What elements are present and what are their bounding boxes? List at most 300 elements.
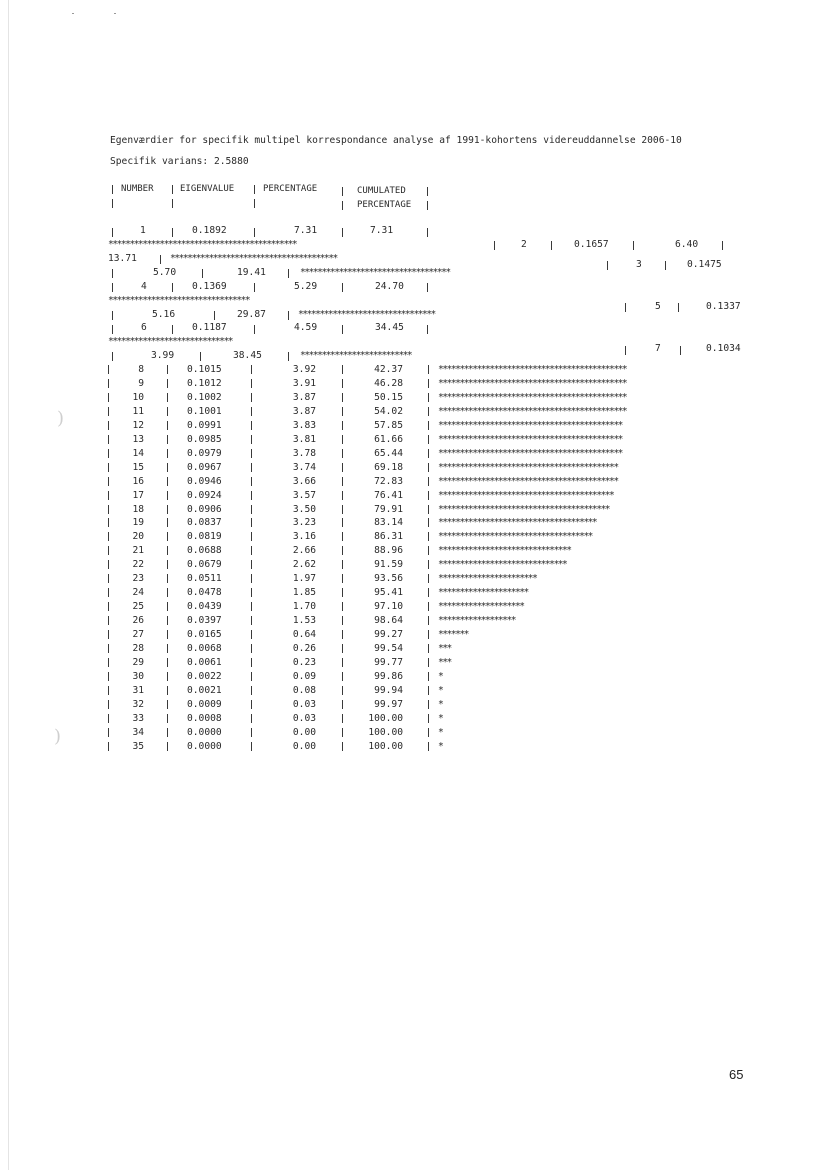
row-bar-chart: **************************************** [438, 504, 610, 515]
column-rule [108, 728, 109, 737]
row-cumulated: 50.15 [374, 392, 403, 403]
column-rule [342, 435, 343, 444]
row-cumulated: 79.91 [374, 504, 403, 515]
column-rule [428, 532, 429, 541]
row-bar-chart: *************************************** [170, 253, 337, 264]
row-cumulated: 72.83 [374, 476, 403, 487]
row-cumulated: 100.00 [368, 741, 403, 752]
row-eigenvalue: 0.0679 [187, 559, 222, 570]
row-bar-chart: ******************** [438, 601, 524, 612]
row-cumulated: 76.41 [374, 490, 403, 501]
column-rule [251, 588, 252, 597]
row-percentage: 0.08 [292, 685, 316, 696]
row-number: 7 [655, 343, 661, 354]
row-number: 4 [141, 281, 147, 292]
column-rule [251, 672, 252, 681]
row-percentage: 3.66 [292, 476, 316, 487]
row-number: 33 [132, 713, 144, 724]
column-rule [108, 686, 109, 695]
column-rule [167, 672, 168, 681]
row-cumulated: 99.27 [374, 629, 403, 640]
row-percentage: 3.57 [292, 490, 316, 501]
row-cumulated: 61.66 [374, 434, 403, 445]
row-bar-chart: ****************************************** [438, 462, 618, 473]
row-cumulated: 38.45 [233, 350, 262, 361]
column-rule [427, 201, 428, 210]
row-bar-chart: ******************************************** [438, 406, 627, 417]
row-percentage: 1.85 [292, 587, 316, 598]
column-rule [167, 602, 168, 611]
column-rule [108, 560, 109, 569]
column-rule [251, 560, 252, 569]
column-rule [251, 518, 252, 527]
column-rule [108, 463, 109, 472]
row-percentage: 0.00 [292, 741, 316, 752]
row-percentage: 0.23 [292, 657, 316, 668]
column-rule [428, 686, 429, 695]
row-cumulated: 86.31 [374, 531, 403, 542]
column-rule [251, 463, 252, 472]
column-rule [108, 477, 109, 486]
row-percentage: 3.92 [292, 364, 316, 375]
column-rule [251, 421, 252, 430]
row-percentage: 5.16 [152, 309, 176, 320]
column-rule [342, 742, 343, 751]
row-bar-chart: ******* [438, 629, 468, 640]
row-percentage: 0.03 [292, 713, 316, 724]
column-rule [342, 393, 343, 402]
row-cumulated: 57.85 [374, 420, 403, 431]
row-number: 13 [132, 434, 144, 445]
row-number: 29 [132, 657, 144, 668]
row-percentage: 2.66 [292, 545, 316, 556]
column-rule [342, 187, 343, 196]
column-rule [342, 532, 343, 541]
column-rule [342, 686, 343, 695]
column-rule [428, 477, 429, 486]
row-number: 24 [132, 587, 144, 598]
row-cumulated: 19.41 [237, 267, 266, 278]
column-rule [251, 686, 252, 695]
column-rule [251, 449, 252, 458]
column-rule [108, 407, 109, 416]
column-rule [251, 546, 252, 555]
row-number: 5 [655, 301, 661, 312]
row-percentage: 7.31 [294, 225, 318, 236]
row-eigenvalue: 0.0478 [187, 587, 222, 598]
column-rule [172, 325, 173, 334]
column-rule [665, 261, 666, 270]
column-rule [251, 505, 252, 514]
row-bar-chart: ********************************* [108, 295, 250, 306]
row-cumulated: 100.00 [368, 727, 403, 738]
row-bar-chart: ************************************* [438, 517, 597, 528]
column-rule [112, 311, 113, 320]
column-rule [428, 602, 429, 611]
row-percentage: 5.29 [294, 281, 318, 292]
column-rule [172, 228, 173, 237]
row-cumulated: 69.18 [374, 462, 403, 473]
column-rule [251, 728, 252, 737]
column-rule [342, 325, 343, 334]
column-rule [342, 505, 343, 514]
row-cumulated: 95.41 [374, 587, 403, 598]
row-cumulated: 100.00 [368, 713, 403, 724]
column-rule [428, 463, 429, 472]
row-number: 30 [132, 671, 144, 682]
row-bar-chart: ******************************************** [438, 364, 627, 375]
column-rule [172, 283, 173, 292]
column-rule [428, 407, 429, 416]
row-eigenvalue: 0.0906 [187, 504, 222, 515]
scan-speck [72, 13, 74, 14]
row-eigenvalue: 0.1657 [574, 239, 609, 250]
row-number: 1 [140, 225, 146, 236]
row-percentage: 6.40 [675, 239, 699, 250]
row-number: 35 [132, 741, 144, 752]
row-number: 14 [132, 448, 144, 459]
header-cumulated: CUMULATED [357, 186, 406, 196]
row-bar-chart: ******************************************** [438, 378, 627, 389]
column-rule [342, 644, 343, 653]
column-rule [108, 574, 109, 583]
column-rule [167, 616, 168, 625]
row-number: 22 [132, 559, 144, 570]
row-eigenvalue: 0.0000 [187, 727, 222, 738]
header-eigenvalue: EIGENVALUE [180, 184, 235, 194]
column-rule [625, 346, 626, 355]
row-bar-chart: *********************** [438, 573, 537, 584]
row-percentage: 3.16 [292, 531, 316, 542]
column-rule [112, 269, 113, 278]
row-percentage: 3.91 [292, 378, 316, 389]
row-percentage: 0.03 [292, 699, 316, 710]
column-rule [167, 630, 168, 639]
column-rule [251, 491, 252, 500]
column-rule [427, 325, 428, 334]
column-rule [251, 435, 252, 444]
column-rule [342, 463, 343, 472]
row-bar-chart: ******************************* [438, 545, 571, 556]
row-cumulated: 97.10 [374, 601, 403, 612]
column-rule [428, 505, 429, 514]
row-percentage: 3.23 [292, 517, 316, 528]
column-rule [342, 700, 343, 709]
column-rule [342, 477, 343, 486]
row-cumulated: 93.56 [374, 573, 403, 584]
row-number: 16 [132, 476, 144, 487]
column-rule [428, 518, 429, 527]
row-number: 10 [132, 392, 144, 403]
row-number: 11 [132, 406, 144, 417]
row-number: 18 [132, 504, 144, 515]
column-rule [428, 491, 429, 500]
column-rule [167, 714, 168, 723]
column-rule [167, 644, 168, 653]
row-percentage: 0.00 [292, 727, 316, 738]
column-rule [428, 393, 429, 402]
row-bar-chart: ******************************************* [438, 420, 622, 431]
column-rule [108, 588, 109, 597]
row-bar-chart: ***************************** [108, 336, 233, 347]
column-rule [251, 616, 252, 625]
row-eigenvalue: 0.0008 [187, 713, 222, 724]
column-rule [625, 303, 626, 312]
row-cumulated: 99.94 [374, 685, 403, 696]
column-rule [112, 325, 113, 334]
column-rule [251, 644, 252, 653]
header-number: NUMBER [121, 184, 154, 194]
column-rule [342, 672, 343, 681]
row-bar-chart: *** [438, 643, 451, 654]
column-rule [342, 283, 343, 292]
row-number: 31 [132, 685, 144, 696]
row-eigenvalue: 0.0165 [187, 629, 222, 640]
column-rule [251, 742, 252, 751]
row-bar-chart: ************************************ [438, 531, 592, 542]
column-rule [288, 311, 289, 320]
row-eigenvalue: 0.0022 [187, 671, 222, 682]
row-percentage: 3.99 [151, 350, 175, 361]
column-rule [167, 658, 168, 667]
column-rule [251, 407, 252, 416]
column-rule [251, 700, 252, 709]
row-bar-chart: ****************************** [438, 559, 567, 570]
row-cumulated: 24.70 [375, 281, 404, 292]
page-number: 65 [729, 1067, 744, 1082]
column-rule [167, 700, 168, 709]
column-rule [427, 228, 428, 237]
scan-speck [114, 13, 116, 14]
column-rule [112, 228, 113, 237]
row-cumulated: 13.71 [108, 253, 137, 264]
column-rule [108, 518, 109, 527]
column-rule [428, 714, 429, 723]
column-rule [254, 283, 255, 292]
column-rule [108, 672, 109, 681]
column-rule [167, 407, 168, 416]
row-number: 9 [138, 378, 144, 389]
column-rule [108, 421, 109, 430]
column-rule [167, 421, 168, 430]
column-rule [551, 241, 552, 250]
row-eigenvalue: 0.1002 [187, 392, 222, 403]
column-rule [342, 449, 343, 458]
row-cumulated: 91.59 [374, 559, 403, 570]
column-rule [108, 379, 109, 388]
column-rule [428, 546, 429, 555]
column-rule [108, 630, 109, 639]
column-rule [108, 714, 109, 723]
column-rule [167, 518, 168, 527]
column-rule [108, 435, 109, 444]
column-rule [428, 588, 429, 597]
row-bar-chart: *** [438, 657, 451, 668]
column-rule [251, 532, 252, 541]
column-rule [108, 505, 109, 514]
column-rule [108, 742, 109, 751]
column-rule [494, 241, 495, 250]
column-rule [342, 421, 343, 430]
row-percentage: 0.09 [292, 671, 316, 682]
row-eigenvalue: 0.0688 [187, 545, 222, 556]
row-percentage: 3.87 [292, 392, 316, 403]
row-percentage: 1.97 [292, 573, 316, 584]
row-cumulated: 99.54 [374, 643, 403, 654]
column-rule [342, 616, 343, 625]
row-cumulated: 99.97 [374, 699, 403, 710]
row-eigenvalue: 0.0397 [187, 615, 222, 626]
column-rule [428, 574, 429, 583]
row-number: 21 [132, 545, 144, 556]
column-rule [254, 199, 255, 208]
row-bar-chart: * [438, 741, 443, 752]
row-bar-chart: ****************************************** [438, 476, 618, 487]
column-rule [112, 283, 113, 292]
column-rule [251, 477, 252, 486]
row-cumulated: 42.37 [374, 364, 403, 375]
column-rule [112, 199, 113, 208]
column-rule [428, 658, 429, 667]
row-eigenvalue: 0.0061 [187, 657, 222, 668]
row-eigenvalue: 0.0991 [187, 420, 222, 431]
row-number: 25 [132, 601, 144, 612]
row-bar-chart: * [438, 727, 443, 738]
scan-left-edge [8, 0, 9, 1170]
column-rule [251, 714, 252, 723]
row-number: 3 [636, 259, 642, 270]
row-eigenvalue: 0.0439 [187, 601, 222, 612]
column-rule [342, 728, 343, 737]
column-rule [607, 261, 608, 270]
row-eigenvalue: 0.0985 [187, 434, 222, 445]
row-eigenvalue: 0.0924 [187, 490, 222, 501]
row-bar-chart: ******************************************* [438, 448, 622, 459]
row-percentage: 3.74 [292, 462, 316, 473]
column-rule [342, 201, 343, 210]
column-rule [428, 379, 429, 388]
column-rule [167, 435, 168, 444]
row-cumulated: 99.86 [374, 671, 403, 682]
row-eigenvalue: 0.0009 [187, 699, 222, 710]
row-eigenvalue: 0.1187 [192, 322, 227, 333]
row-bar-chart: ************************** [300, 350, 412, 361]
row-eigenvalue: 0.1034 [706, 343, 741, 354]
column-rule [172, 185, 173, 194]
row-eigenvalue: 0.0000 [187, 741, 222, 752]
column-rule [680, 346, 681, 355]
column-rule [167, 574, 168, 583]
column-rule [202, 269, 203, 278]
row-eigenvalue: 0.0946 [187, 476, 222, 487]
column-rule [112, 185, 113, 194]
row-number: 23 [132, 573, 144, 584]
column-rule [172, 199, 173, 208]
column-rule [108, 602, 109, 611]
row-cumulated: 34.45 [375, 322, 404, 333]
row-percentage: 5.70 [153, 267, 177, 278]
row-eigenvalue: 0.1012 [187, 378, 222, 389]
column-rule [108, 700, 109, 709]
row-bar-chart: ****************** [438, 615, 515, 626]
row-number: 19 [132, 517, 144, 528]
row-bar-chart: * [438, 699, 443, 710]
row-number: 20 [132, 531, 144, 542]
row-number: 12 [132, 420, 144, 431]
row-percentage: 3.81 [292, 434, 316, 445]
row-number: 15 [132, 462, 144, 473]
column-rule [251, 365, 252, 374]
row-cumulated: 88.96 [374, 545, 403, 556]
column-rule [254, 325, 255, 334]
column-rule [167, 742, 168, 751]
column-rule [167, 588, 168, 597]
row-cumulated: 98.64 [374, 615, 403, 626]
column-rule [428, 560, 429, 569]
row-eigenvalue: 0.1892 [192, 225, 227, 236]
row-number: 34 [132, 727, 144, 738]
column-rule [251, 658, 252, 667]
row-bar-chart: * [438, 685, 443, 696]
row-cumulated: 83.14 [374, 517, 403, 528]
row-number: 2 [521, 239, 527, 250]
row-bar-chart: ******************************************* [438, 434, 622, 445]
row-eigenvalue: 0.0979 [187, 448, 222, 459]
column-rule [288, 352, 289, 361]
column-rule [251, 574, 252, 583]
row-bar-chart: ******************************************** [108, 239, 297, 250]
column-rule [428, 449, 429, 458]
column-rule [167, 463, 168, 472]
column-rule [342, 714, 343, 723]
column-rule [251, 393, 252, 402]
column-rule [342, 546, 343, 555]
row-percentage: 0.26 [292, 643, 316, 654]
row-percentage: 4.59 [294, 322, 318, 333]
column-rule [342, 491, 343, 500]
row-percentage: 3.87 [292, 406, 316, 417]
scan-mark: ) [57, 408, 65, 429]
column-rule [108, 546, 109, 555]
column-rule [342, 379, 343, 388]
column-rule [428, 644, 429, 653]
column-rule [633, 241, 634, 250]
column-rule [167, 477, 168, 486]
column-rule [108, 532, 109, 541]
row-bar-chart: *********************************** [300, 267, 450, 278]
column-rule [254, 228, 255, 237]
column-rule [167, 728, 168, 737]
row-bar-chart: * [438, 713, 443, 724]
column-rule [251, 379, 252, 388]
header-cumulated-percentage: PERCENTAGE [357, 200, 412, 210]
specific-variance: Specifik varians: 2.5880 [110, 156, 249, 167]
row-number: 6 [141, 322, 147, 333]
row-eigenvalue: 0.0819 [187, 531, 222, 542]
column-rule [254, 185, 255, 194]
column-rule [167, 686, 168, 695]
row-bar-chart: ***************************************** [438, 490, 614, 501]
row-cumulated: 7.31 [370, 225, 394, 236]
column-rule [167, 532, 168, 541]
row-percentage: 1.53 [292, 615, 316, 626]
row-eigenvalue: 0.0511 [187, 573, 222, 584]
row-number: 26 [132, 615, 144, 626]
document-title: Egenværdier for specifik multipel korrespondance analyse af 1991-kohortens videreuddannelse 2006-10 [110, 135, 682, 146]
row-bar-chart: ******************************** [298, 309, 435, 320]
column-rule [167, 365, 168, 374]
column-rule [427, 283, 428, 292]
